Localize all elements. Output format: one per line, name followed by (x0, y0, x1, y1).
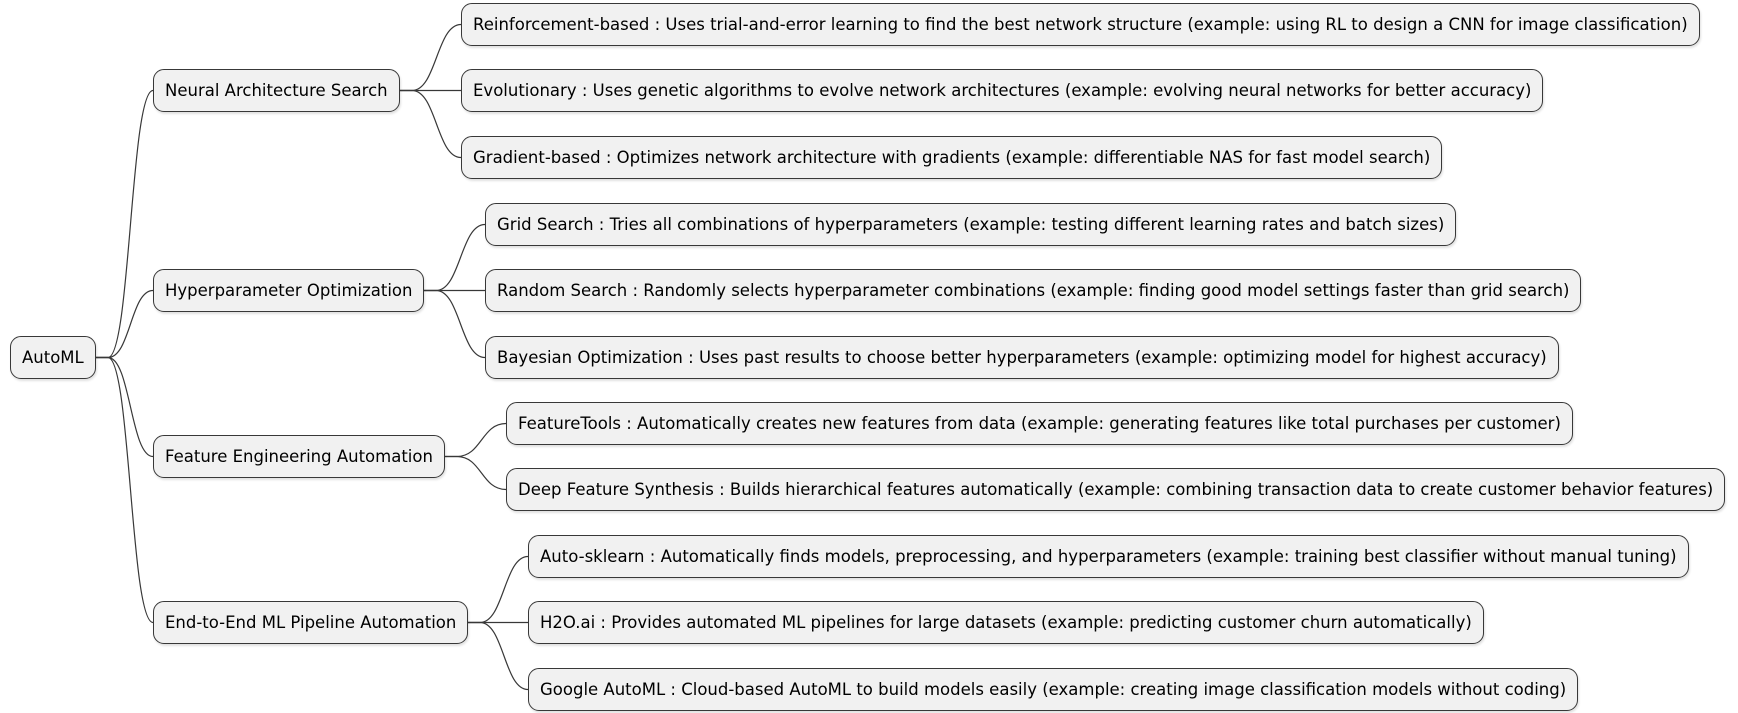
edge-branch-2-to-leaf-0 (445, 424, 506, 457)
leaf-bayesian-optimization: Bayesian Optimization : Uses past results to choose better hyperparameters (example: optimizing model for highest accuracy) (485, 336, 1559, 379)
edge-branch-3-to-leaf-2 (468, 623, 528, 690)
leaf-google-automl: Google AutoML : Cloud-based AutoML to build models easily (example: creating image classification models without coding) (528, 668, 1578, 711)
edge-branch-1-to-leaf-2 (424, 291, 485, 358)
leaf-evolutionary: Evolutionary : Uses genetic algorithms to evolve network architectures (example: evolving neural networks for better accuracy) (461, 69, 1543, 112)
edge-branch-0-to-leaf-2 (400, 91, 461, 158)
leaf-reinforcement-based: Reinforcement-based : Uses trial-and-error learning to find the best network structure (example: using RL to design a CNN for image classification) (461, 3, 1700, 46)
leaf-random-search: Random Search : Randomly selects hyperparameter combinations (example: finding good model settings faster than grid search) (485, 269, 1581, 312)
leaf-auto-sklearn: Auto-sklearn : Automatically finds models, preprocessing, and hyperparameters (example: training best classifier without manual tuning) (528, 535, 1689, 578)
leaf-featuretools: FeatureTools : Automatically creates new features from data (example: generating features like total purchases per customer) (506, 402, 1573, 445)
edge-branch-2-to-leaf-1 (445, 457, 506, 490)
branch-feature-engineering-automation: Feature Engineering Automation (153, 435, 445, 478)
leaf-grid-search: Grid Search : Tries all combinations of hyperparameters (example: testing different learning rates and batch sizes) (485, 203, 1456, 246)
leaf-h2o-ai: H2O.ai : Provides automated ML pipelines for large datasets (example: predicting customer churn automatically) (528, 601, 1484, 644)
branch-neural-architecture-search: Neural Architecture Search (153, 69, 400, 112)
edge-branch-3-to-leaf-0 (468, 557, 528, 623)
edge-branch-0-to-leaf-0 (400, 25, 461, 91)
branch-end-to-end-ml-pipeline-automation: End-to-End ML Pipeline Automation (153, 601, 468, 644)
edge-branch-1-to-leaf-0 (424, 225, 485, 291)
root-node-automl: AutoML (10, 336, 96, 379)
edge-root-to-branch-3 (96, 358, 153, 623)
leaf-deep-feature-synthesis: Deep Feature Synthesis : Builds hierarchical features automatically (example: combining transaction data to create customer behavior features) (506, 468, 1725, 511)
edge-root-to-branch-2 (96, 358, 153, 457)
edge-root-to-branch-0 (96, 91, 153, 358)
branch-hyperparameter-optimization: Hyperparameter Optimization (153, 269, 424, 312)
edge-root-to-branch-1 (96, 291, 153, 358)
leaf-gradient-based: Gradient-based : Optimizes network architecture with gradients (example: differentiable NAS for fast model search) (461, 136, 1442, 179)
